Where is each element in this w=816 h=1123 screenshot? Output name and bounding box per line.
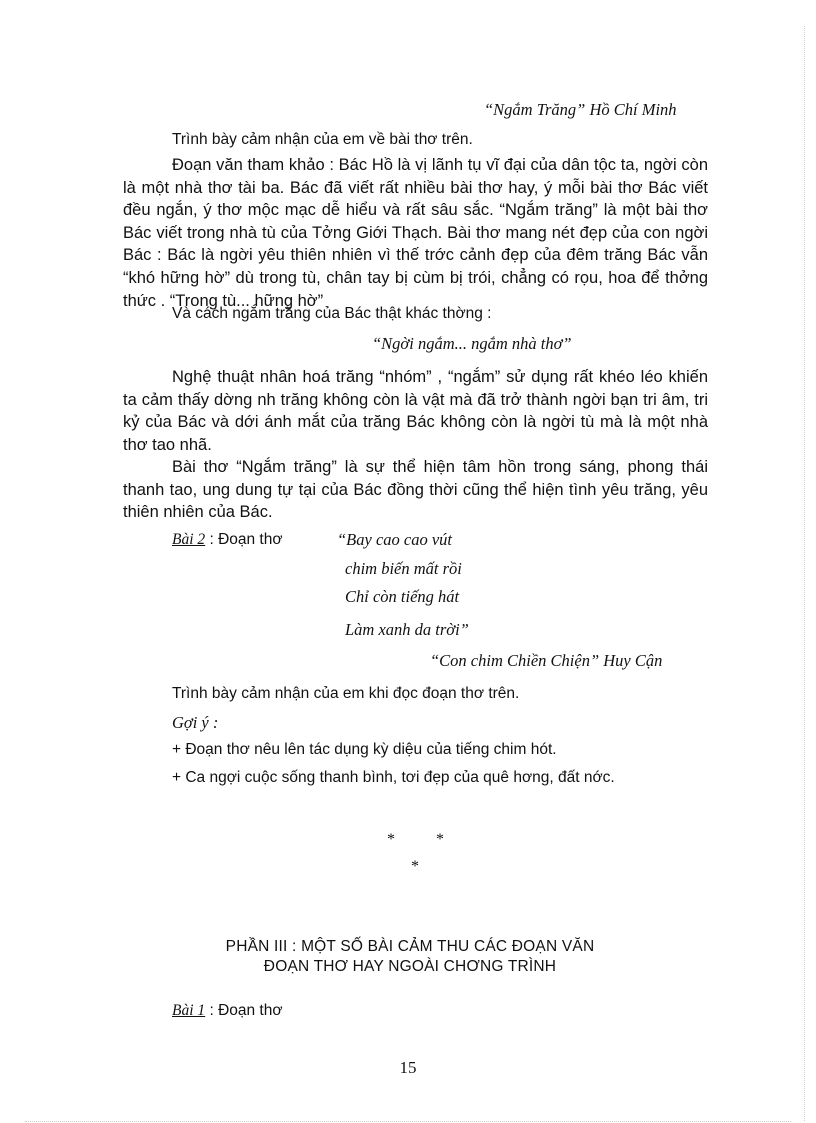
poem-line-4: Làm xanh da trời” bbox=[345, 620, 469, 639]
hint-label: Gợi ý : bbox=[172, 713, 219, 732]
hint-item-1: + Đoạn thơ nêu lên tác dụng kỳ diệu của tiếng chim hót. bbox=[172, 741, 557, 758]
poem-line-3: Chỉ còn tiếng hát bbox=[345, 587, 460, 606]
poem-attribution-2: “Con chim Chiền Chiện” Huy Cận bbox=[430, 651, 663, 670]
reference-paragraph bbox=[123, 154, 708, 312]
contemplation-line: Và cách ngắm trăng của Bác thật khác thờng : bbox=[172, 305, 492, 322]
poem-line-1: “Bay cao cao vút bbox=[337, 530, 453, 549]
exercise-2-suffix: : Đoạn thơ bbox=[205, 531, 283, 548]
reference-paragraph-text: Đoạn văn tham khảo : Bác Hồ là vị lãnh tụ vĩ đại của dân tộc ta, ngời còn là một nhà thơ tài ba. Bác đã viết rất nhiều bài thơ hay, ý mỗi bài thơ Bác viết đều ngắn, ý thơ mộc mạc dễ hiểu và rất sâu sắc. “Ngắm trăng” là một bài thơ Bác viết trong nhà tù của Tởng Giới Thạch. Bài thơ mang nét đẹp của con ngời Bác : Bác là ngời yêu thiên nhiên vì thế trớc cảnh đẹp của đêm trăng Bác vẫn “khó hững hờ” dù trong tù, chân tay bị cùm bị trói, chẳng có rọu, hoa để thởng thức . “Trong tù... hững hờ” bbox=[123, 156, 708, 310]
exercise-2-label bbox=[172, 529, 283, 551]
poem-attribution bbox=[484, 99, 677, 121]
exercise-2-number: Bài 2 bbox=[172, 531, 206, 548]
art-paragraph bbox=[123, 366, 708, 456]
hint-item-2: + Ca ngợi cuộc sống thanh bình, tơi đẹp của quê hơng, đất nớc. bbox=[172, 769, 615, 786]
part-3-heading-line-2: ĐOẠN THƠ HAY NGOÀI CHƠNG TRÌNH bbox=[263, 958, 557, 975]
art-paragraph-text: Nghệ thuật nhân hoá trăng “nhóm” , “ngắm” sử dụng rất khéo léo khiến ta cảm thấy dờng nh trăng không còn là vật mà đã trở thành ngời bạn tri âm, tri kỷ của Bác và dới ánh mắt của trăng Bác không còn là ngời tù mà là một nhà thơ tao nhã. bbox=[123, 368, 708, 454]
separator-star-1: * bbox=[387, 831, 395, 848]
right-dotted-border bbox=[804, 26, 805, 1121]
poem-line-2: chim biến mất rồi bbox=[345, 559, 462, 578]
question-2: Trình bày cảm nhận của em khi đọc đoạn thơ trên. bbox=[172, 685, 520, 702]
quote-line: “Ngời ngắm... ngắm nhà thơ” bbox=[372, 334, 572, 353]
separator-star-2: * bbox=[436, 831, 444, 848]
question-1: Trình bày cảm nhận của em về bài thơ trên. bbox=[172, 131, 473, 148]
part-3-heading bbox=[150, 937, 670, 977]
part-3-heading-line-1: PHẦN III : MỘT SỐ BÀI CẢM THU CÁC ĐOẠN VĂN bbox=[225, 938, 595, 955]
attribution-text: “Ngắm Trăng” Hồ Chí Minh bbox=[484, 100, 677, 119]
conclusion-paragraph bbox=[123, 456, 708, 524]
bottom-dotted-border bbox=[25, 1121, 791, 1122]
part-3-exercise-suffix: : Đoạn thơ bbox=[205, 1002, 283, 1019]
part-3-exercise-1 bbox=[172, 1000, 283, 1022]
conclusion-paragraph-text: Bài thơ “Ngắm trăng” là sự thể hiện tâm hồn trong sáng, phong thái thanh tao, ung dung tự tại của Bác đồng thời cũng thể hiện tình yêu trăng, yêu thiên nhiên của Bác. bbox=[123, 458, 708, 522]
separator-star-3: * bbox=[411, 858, 419, 875]
part-3-exercise-number: Bài 1 bbox=[172, 1002, 206, 1019]
page-number: 15 bbox=[399, 1058, 417, 1077]
